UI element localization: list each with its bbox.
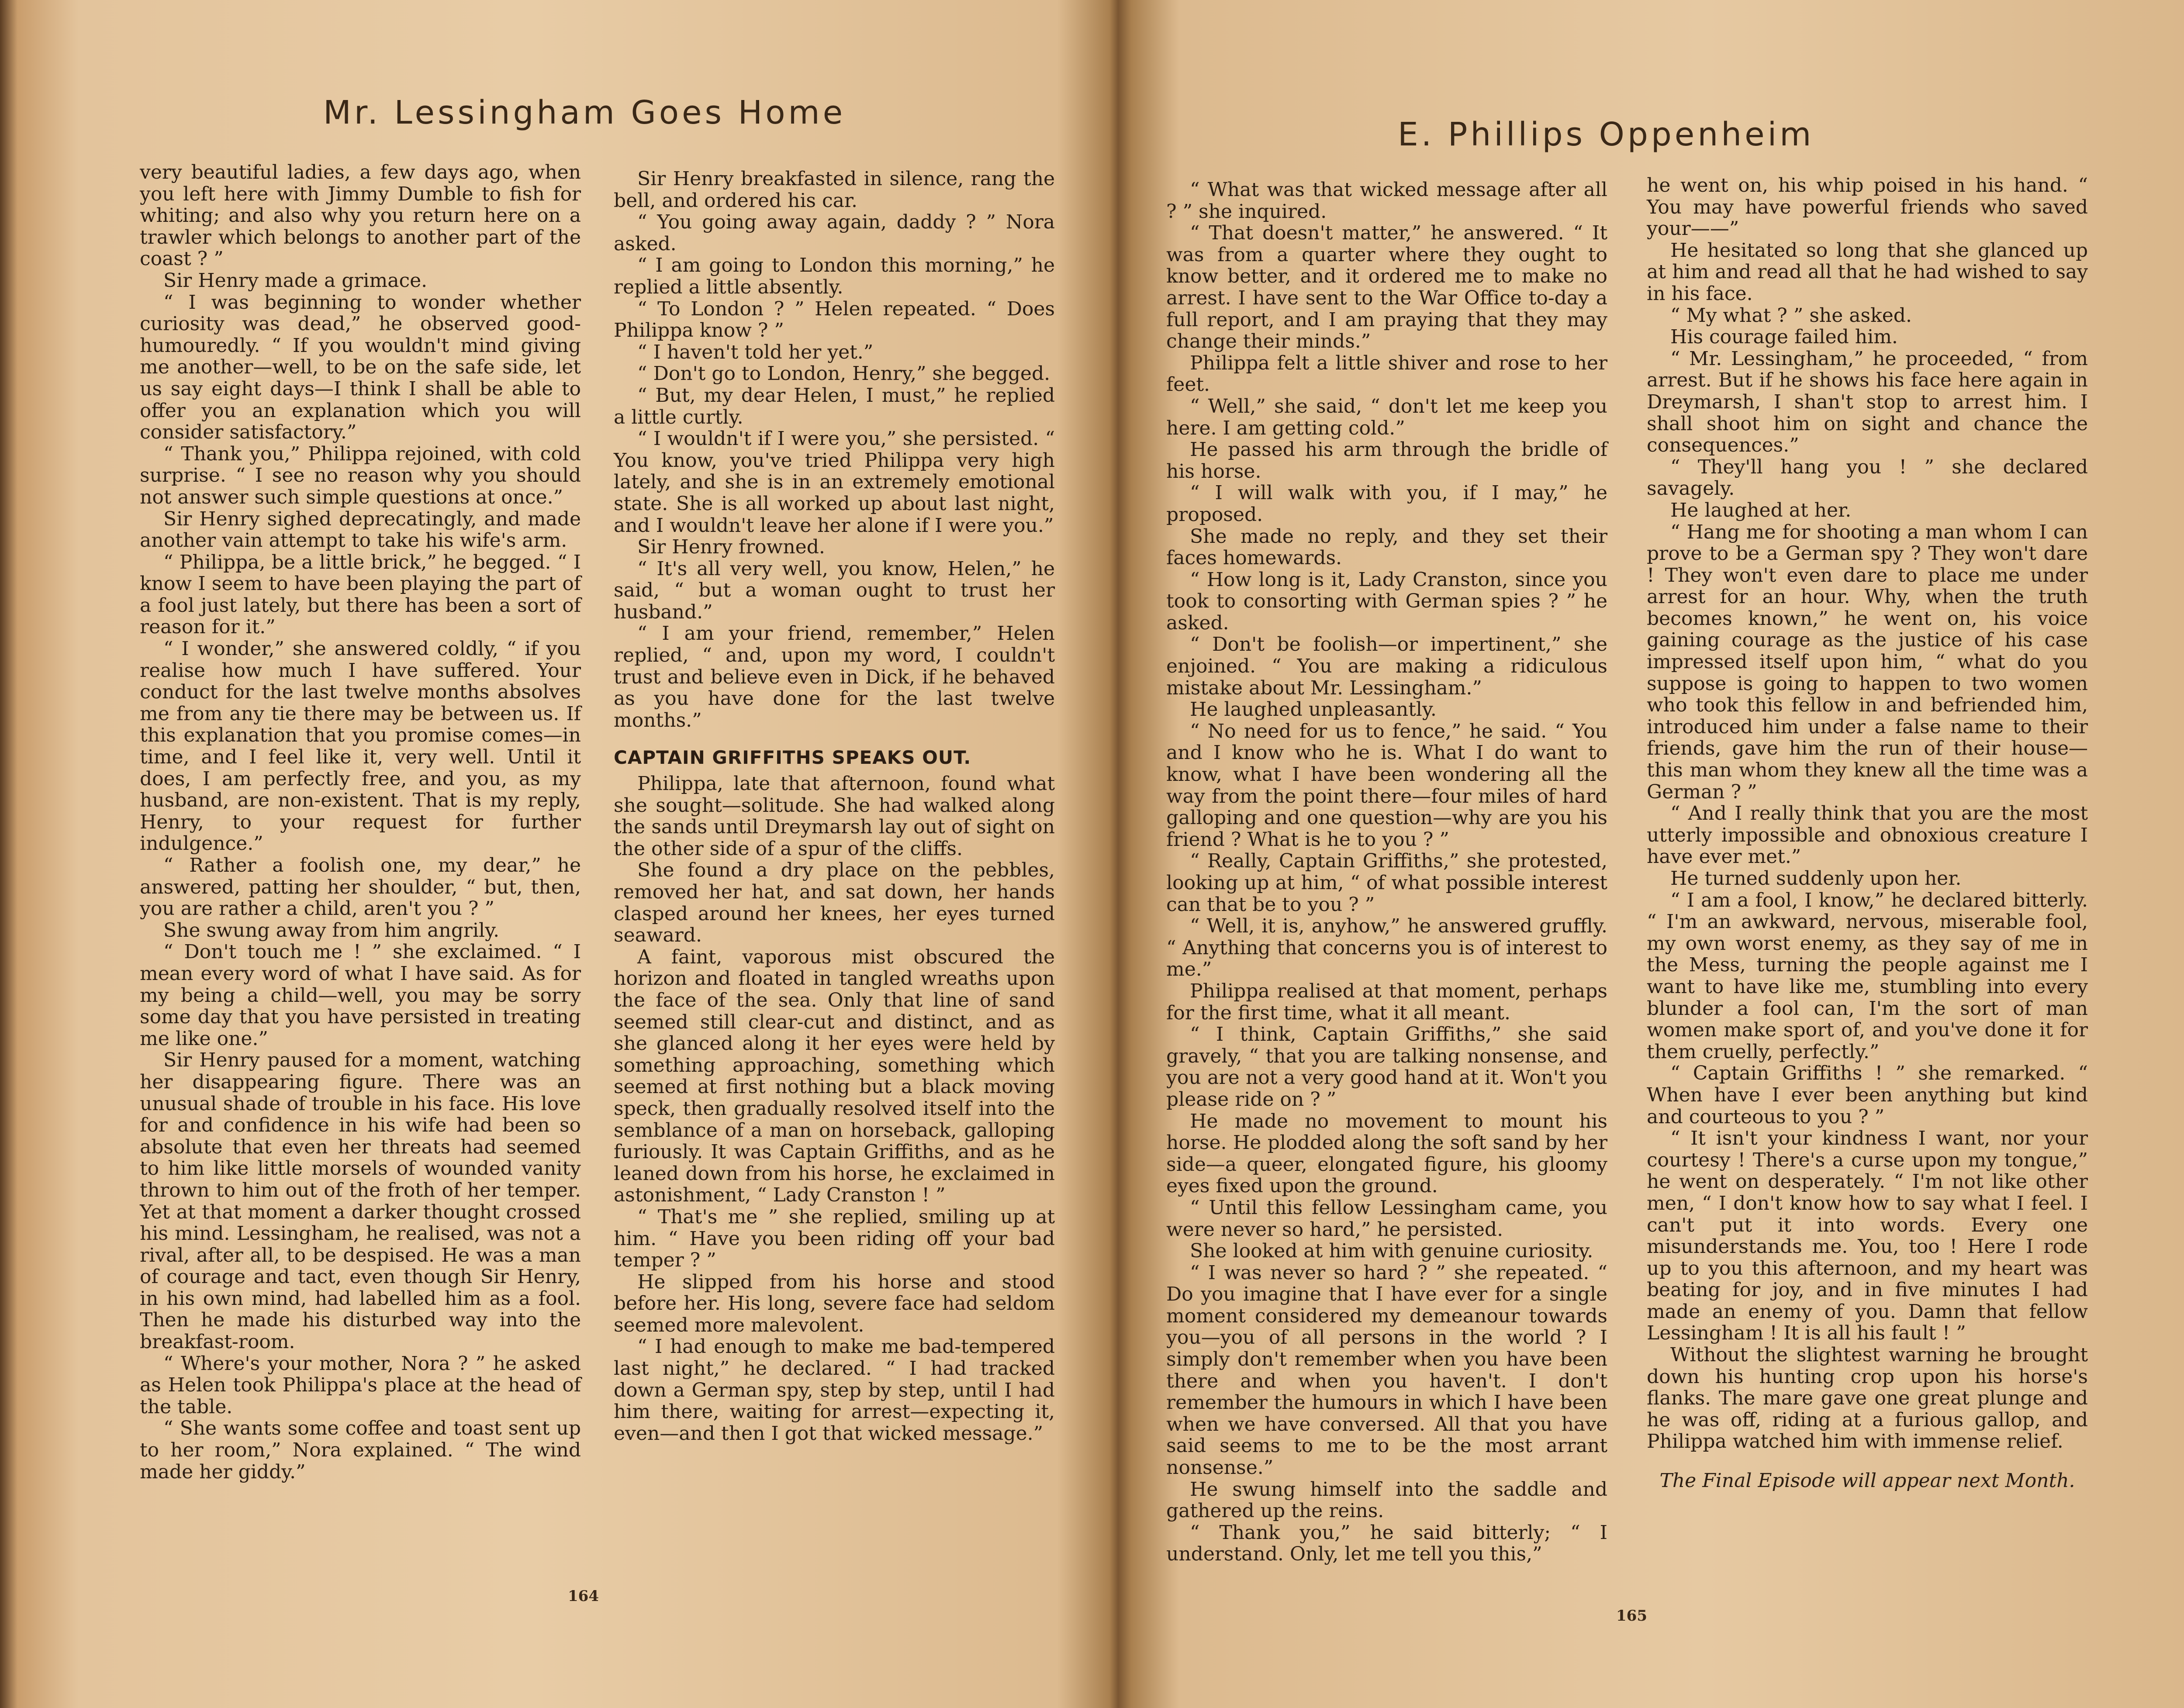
paragraph: “ Really, Captain Griffiths,” she protested, looking up at him, “ of what possible interest can that be to you ? ”	[1166, 850, 1607, 916]
section-heading: CAPTAIN GRIFFITHS SPEAKS OUT.	[614, 747, 971, 769]
paragraph: “ I wouldn't if I were you,” she persisted. “ You know, you've tried Philippa very high lately, and she is in an extremely emotional state. She is all worked up about last night, and I wouldn't leave her alone if I were you.”	[614, 428, 1055, 537]
paragraph: A faint, vaporous mist obscured the horizon and floated in tangled wreaths upon the face of the sea. Only that line of sand seemed still clear-cut and distinct, and as she glanced along it her eyes were held by something approaching, something which seemed at first nothing but a black moving speck, then gradually resolved itself into the semblance of a man on horseback, galloping furiously. It was Captain Griffiths, and as he leaned down from his horse, he exclaimed in astonishment, “ Lady Cranston ! ”	[614, 945, 1055, 1207]
paragraph: “ I haven't told her yet.”	[637, 341, 874, 363]
paragraph: “ Thank you,” he said bitterly; “ I understand. Only, let me tell you this,”	[1166, 1521, 1607, 1566]
paragraph: “ No need for us to fence,” he said. “ You and I know who he is. What I do want to know, what I have been wondering all the way from the point there—four miles of hard galloping and one question—why are you his friend ? What is he to you ? ”	[1166, 720, 1607, 851]
paragraph: She found a dry place on the pebbles, removed her hat, and sat down, her hands clasped around her knees, her eyes turned seaward.	[614, 859, 1055, 947]
paragraph: Philippa realised at that moment, perhaps for the first time, what it all meant.	[1166, 980, 1607, 1024]
paragraph: “ I was never so hard ? ” she repeated. “ Do you imagine that I have ever for a single moment considered my demeanour towards you—you of all persons in the world ? I simply don't remember when you have been there and when you haven't. I don't remember the humours in which I have been when we have conversed. All that you have said seems to me to be the most arrant nonsense.”	[1166, 1261, 1607, 1479]
paragraph: Sir Henry sighed deprecatingly, and made another vain attempt to take his wife's arm.	[140, 507, 581, 552]
paragraph: Philippa, late that afternoon, found what she sought—solitude. She had walked along the sands until Dreymarsh lay out of sight on the other side of a spur of the cliffs.	[614, 773, 1055, 860]
paragraph: “ How long is it, Lady Cranston, since you took to consorting with German spies ? ” he asked.	[1166, 568, 1607, 634]
paragraph: “ But, my dear Helen, I must,” he replied a little curtly.	[614, 384, 1055, 428]
paragraph: “ I am your friend, remember,” Helen replied, “ and, upon my word, I couldn't trust and believe even in Dick, if he behaved as you have done for the last twelve months.”	[614, 622, 1055, 732]
right-column-2	[1647, 175, 2088, 1492]
paragraph: “ Hang me for shooting a man whom I can prove to be a German spy ? They won't dare ! They won't even dare to place me under arrest for an hour. Why, when the truth becomes known,” he went on, his voice gaining courage as the justice of his case impressed itself upon him, “ what do you suppose is going to happen to two women who took this fellow in and befriended him, introduced him under a false name to their friends, gave him the run of their house—this man whom they knew all the time was a German ? ”	[1647, 521, 2088, 803]
paragraph: “ Philippa, be a little brick,” he begged. “ I know I seem to have been playing the part of a fool just lately, but there has been a sort of reason for it.”	[140, 551, 581, 638]
paragraph: “ Don't go to London, Henry,” she begged.	[637, 362, 1051, 385]
paragraph: His courage failed him.	[1670, 326, 1898, 349]
paragraph: He swung himself into the saddle and gathered up the reins.	[1166, 1478, 1607, 1522]
running-head-author: E. Phillips Oppenheim	[1398, 116, 1814, 153]
paragraph: “ I was beginning to wonder whether curiosity was dead,” he observed good-humouredly. “ If you wouldn't mind giving me another—well, to be on the safe side, let us say eight days—I think I shall be able to offer you an explanation which you will consider satisfactory.”	[140, 291, 581, 444]
right-page	[1118, 0, 2184, 1708]
paragraph: “ She wants some coffee and toast sent up to her room,” Nora explained. “ The wind made her giddy.”	[140, 1417, 581, 1483]
paragraph: “ And I really think that you are the most utterly impossible and obnoxious creature I have ever met.”	[1647, 802, 2088, 868]
page-number: 164	[568, 1587, 599, 1605]
page-number: 165	[1616, 1607, 1647, 1625]
paragraph: “ They'll hang you ! ” she declared savagely.	[1647, 455, 2088, 500]
right-column-1	[1166, 179, 1607, 1565]
paragraph: “ To London ? ” Helen repeated. “ Does Philippa know ? ”	[614, 297, 1055, 342]
paragraph: “ It's all very well, you know, Helen,” he said, “ but a woman ought to trust her husband.”	[614, 557, 1055, 623]
paragraph: “ Mr. Lessingham,” he proceeded, “ from arrest. But if he shows his face here again in Dreymarsh, I shan't stop to arrest him. I shall shoot him on sight and chance the consequences.”	[1647, 347, 2088, 457]
paragraph: “ Well,” she said, “ don't let me keep you here. I am getting cold.”	[1166, 395, 1607, 439]
paragraph: “ I am a fool, I know,” he declared bitterly. “ I'm an awkward, nervous, miserable fool, my own worst enemy, as they say of me in the Mess, turning the people against me I want to have like me, stumbling into every blunder a fool can, I'm the sort of man women make sport of, and you've done it for them cruelly, perfectly.”	[1647, 889, 2088, 1063]
paragraph: “ I think, Captain Griffiths,” she said gravely, “ that you are talking nonsense, and you are not a very good hand at it. Won't you please ride on ? ”	[1166, 1023, 1607, 1111]
paragraph: He laughed unpleasantly.	[1190, 698, 1437, 721]
paragraph: Philippa felt a little shiver and rose to her feet.	[1166, 352, 1607, 396]
paragraph: “ Don't touch me ! ” she exclaimed. “ I mean every word of what I have said. As for my being a child—well, you may be sorry some day that you have persisted in treating me like one.”	[140, 941, 581, 1050]
left-column-1	[140, 162, 581, 1483]
running-head-title: Mr. Lessingham Goes Home	[323, 94, 846, 131]
paragraph: “ Well, it is, anyhow,” he answered gruffly. “ Anything that concerns you is of interest to me.”	[1166, 915, 1607, 981]
paragraph: “ That's me ” she replied, smiling up at him. “ Have you been riding off your bad temper ? ”	[614, 1205, 1055, 1272]
paragraph: He slipped from his horse and stood before her. His long, severe face had seldom seemed more malevolent.	[614, 1270, 1055, 1336]
paragraph: She looked at him with genuine curiosity.	[1190, 1240, 1593, 1263]
paragraph: Sir Henry paused for a moment, watching her disappearing figure. There was an unusual shade of trouble in his face. His love for and confidence in his wife had been so absolute that even her threats had seemed to him like little morsels of wounded vanity thrown to him out of the froth of her temper. Yet at that moment a darker thought crossed his mind. Lessingham, he realised, was not a rival, after all, to be despised. He was a man of courage and tact, even though Sir Henry, in his own mind, had labelled him as a fool. Then he made his disturbed way into the breakfast-room.	[140, 1049, 581, 1353]
paragraph: “ Until this fellow Lessingham came, you were never so hard,” he persisted.	[1166, 1196, 1607, 1241]
paragraph: He made no movement to mount his horse. He plodded along the soft sand by her side—a queer, elongated figure, his gloomy eyes fixed upon the ground.	[1166, 1110, 1607, 1197]
paragraph: “ Where's your mother, Nora ? ” he asked as Helen took Philippa's place at the head of the table.	[140, 1352, 581, 1418]
paragraph: “ What was that wicked message after all ? ” she inquired.	[1166, 179, 1607, 223]
paragraph: “ That doesn't matter,” he answered. “ It was from a quarter where they ought to know better, and it ordered me to make no arrest. I have sent to the War Office to-day a full report, and I am praying that they may change their minds.”	[1166, 222, 1607, 353]
paragraph: He laughed at her.	[1670, 499, 1852, 521]
paragraph: “ Rather a foolish one, my dear,” he answered, patting her shoulder, “ but, then, you are rather a child, aren't you ? ”	[140, 854, 581, 920]
paragraph: She swung away from him angrily.	[163, 919, 500, 942]
paragraph: Sir Henry frowned.	[637, 536, 825, 559]
paragraph: very beautiful ladies, a few days ago, when you left here with Jimmy Dumble to fish for whiting; and also why you return here on a trawler which belongs to another part of the coast ? ”	[140, 161, 581, 270]
paragraph: He hesitated so long that she glanced up at him and read all that he had wished to say in his face.	[1647, 239, 2088, 305]
paragraph: “ Don't be foolish—or impertinent,” she enjoined. “ You are making a ridiculous mistake about Mr. Lessingham.”	[1166, 633, 1607, 699]
paragraph: She made no reply, and they set their faces homewards.	[1166, 525, 1607, 569]
paragraph: “ I will walk with you, if I may,” he proposed.	[1166, 482, 1607, 526]
paragraph: He passed his arm through the bridle of his horse.	[1166, 438, 1607, 483]
paragraph: “ It isn't your kindness I want, nor your courtesy ! There's a curse upon my tongue,” he went on desperately. “ I'm not like other men, “ I don't know how to say what I feel. I can't put it into words. Every one misunderstands me. You, too ! Here I rode up to you this afternoon, and my heart was beating for joy, and in five minutes I had made an enemy of you. Damn that fellow Lessingham ! It is all his fault ! ”	[1647, 1127, 2088, 1345]
paragraph: he went on, his whip poised in his hand. “ You may have powerful friends who saved your——”	[1647, 174, 2088, 240]
paragraph: “ My what ? ” she asked.	[1670, 304, 1912, 327]
paragraph: “ Captain Griffiths ! ” she remarked. “ When have I ever been anything but kind and courteous to you ? ”	[1647, 1062, 2088, 1128]
left-column-2	[614, 168, 1055, 1444]
paragraph: Without the slightest warning he brought down his hunting crop upon his horse's flanks. The mare gave one great plunge and he was off, riding at a furious gallop, and Philippa watched him with immense relief.	[1647, 1344, 2088, 1453]
paragraph: “ Thank you,” Philippa rejoined, with cold surprise. “ I see no reason why you should not answer such simple questions at once.”	[140, 442, 581, 508]
paragraph: He turned suddenly upon her.	[1670, 867, 1962, 890]
paragraph: “ I had enough to make me bad-tempered last night,” he declared. “ I had tracked down a German spy, step by step, until I had him there, waiting for arrest—expecting it, even—and then I got that wicked message.”	[614, 1335, 1055, 1445]
paragraph: “ I wonder,” she answered coldly, “ if you realise how much I have suffered. Your conduct for the last twelve months absolves me from any tie there may be between us. If this explanation that you promise comes—in time, and I feel like it, very well. Until it does, I am perfectly free, and you, as my husband, are non-existent. That is my reply, Henry, to your request for further indulgence.”	[140, 638, 581, 855]
paragraph: Sir Henry made a grimace.	[163, 269, 428, 292]
paragraph: “ I am going to London this morning,” he replied a little absently.	[614, 254, 1055, 298]
paragraph: Sir Henry breakfasted in silence, rang the bell, and ordered his car.	[614, 168, 1055, 212]
continuation-note: The Final Episode will appear next Month.	[1659, 1470, 2075, 1492]
paragraph: “ You going away again, daddy ? ” Nora asked.	[614, 211, 1055, 255]
